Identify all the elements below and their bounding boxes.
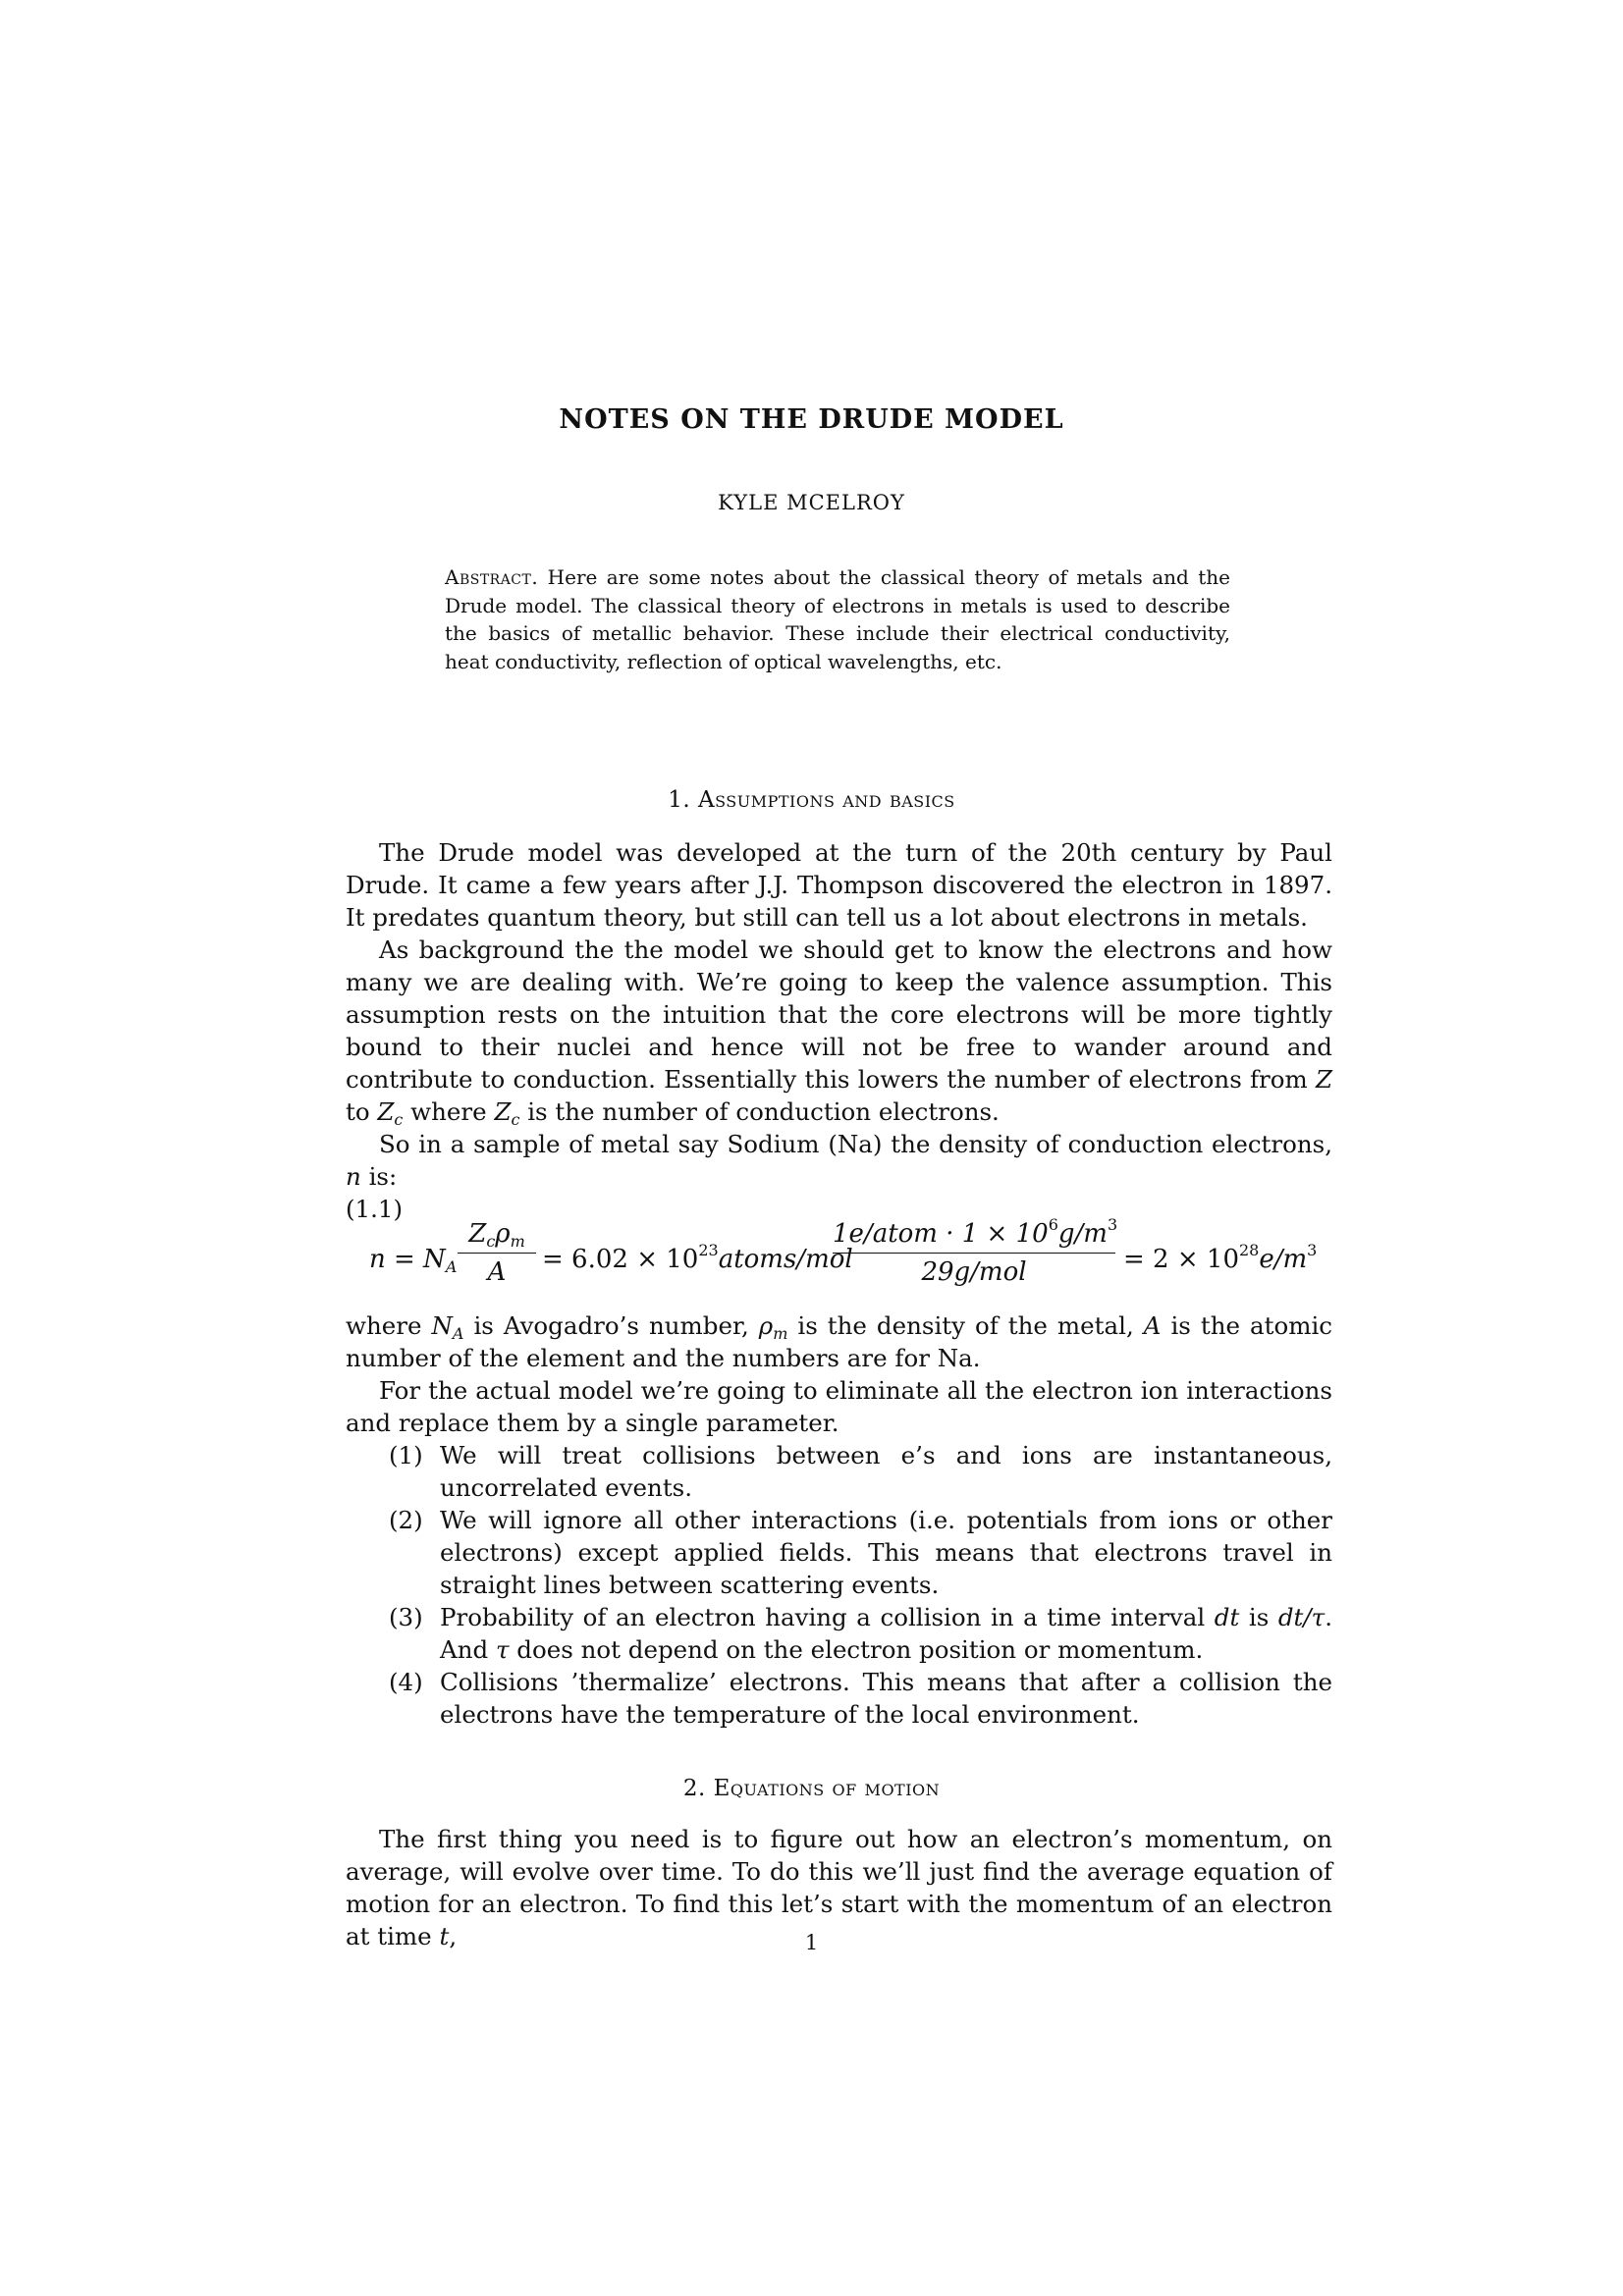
text-run: where	[346, 1311, 432, 1340]
section-1-paragraph-2	[346, 934, 1332, 1128]
list-item	[346, 1666, 1332, 1731]
math-NA	[431, 1311, 464, 1343]
superscript: 3	[1307, 1241, 1318, 1259]
text-run: where	[403, 1097, 495, 1126]
abstract	[445, 563, 1230, 675]
symbol: ρ	[758, 1311, 774, 1340]
equation-1-1	[346, 1215, 1332, 1304]
text-run: is:	[360, 1162, 398, 1191]
list-number: (4)	[389, 1668, 423, 1696]
symbol: Z	[377, 1097, 395, 1126]
math-text: n = N	[369, 1245, 446, 1274]
paper-author: KYLE MCELROY	[718, 491, 905, 514]
fraction-zc-rho-over-a	[458, 1215, 536, 1291]
page-number: 1	[804, 1931, 819, 1954]
math-text: 1e/atom · 1 × 10	[833, 1219, 1049, 1249]
list-item	[346, 1439, 1332, 1504]
section-1-paragraph-3	[346, 1128, 1332, 1193]
fraction-denominator	[833, 1254, 1115, 1291]
math-t: t	[439, 1922, 450, 1950]
list-text: We will treat collisions between e’s and ions are instantaneous, uncorrelated events.	[440, 1441, 1332, 1502]
math-dt: dt	[1214, 1603, 1240, 1631]
math-text: = 6.02 × 10	[542, 1245, 699, 1274]
subscript: c	[511, 1110, 520, 1129]
fraction-numerator	[833, 1215, 1118, 1253]
math-rho-m	[758, 1311, 788, 1343]
list-text: Collisions ’thermalize’ electrons. This means that after a collision the electrons have the temperature of the local environment.	[440, 1668, 1332, 1729]
math-Zc	[377, 1097, 404, 1129]
list-number: (1)	[389, 1441, 423, 1469]
section-1-paragraph-1: The Drude model was developed at the turn of the 20th century by Paul Drude. It came a few years after J.J. Thompson discovered the electron in 1897. It predates quantum theory, but still can tell us a lot about electrons in metals.	[346, 838, 1332, 932]
superscript: 23	[698, 1241, 719, 1259]
subscript: c	[394, 1110, 404, 1129]
math-text: g/m	[1057, 1219, 1108, 1249]
list-text: . And	[440, 1603, 1333, 1664]
text-run: to	[346, 1097, 378, 1126]
list-number: (2)	[389, 1506, 423, 1534]
fraction-units	[833, 1215, 1118, 1291]
list-item	[346, 1601, 1332, 1666]
math-text: = 2 × 10	[1123, 1245, 1239, 1274]
section-1-paragraph-4: For the actual model we’re going to eliminate all the electron ion interactions and replace them by a single parameter.	[346, 1376, 1332, 1437]
text-run: is the number of conduction electrons.	[519, 1097, 1000, 1126]
equation-middle	[542, 1241, 853, 1274]
equation-row	[346, 1215, 1332, 1304]
list-text: We will ignore all other interactions (i.e. potentials from ions or other electrons) except applied fields. This means that electrons travel in straight lines between scattering events.	[440, 1506, 1332, 1599]
math-Zc	[494, 1097, 520, 1129]
text-run: is the atomic number of the element and the numbers are for Na.	[346, 1311, 1332, 1372]
text-run: ,	[449, 1922, 458, 1950]
math-text: e/m	[1259, 1245, 1308, 1274]
section-1-body-continued	[346, 1309, 1332, 1731]
equation-lhs	[369, 1245, 457, 1274]
symbol: Z	[494, 1097, 512, 1126]
list-item	[346, 1504, 1332, 1601]
superscript: 6	[1048, 1215, 1058, 1234]
superscript: 28	[1239, 1241, 1260, 1259]
fraction-numerator	[458, 1215, 536, 1253]
list-text: is	[1239, 1603, 1278, 1631]
math-text: A	[487, 1257, 507, 1287]
subscript: c	[486, 1232, 496, 1251]
math-text: Z	[468, 1219, 487, 1249]
section-1-body	[346, 836, 1332, 1225]
text-run: The first thing you need is to figure out how an electron’s momentum, on average, will evolve over time. To do this we’ll just find the average equation of motion for an electron. To find this let’s start with the momentum of an electron at time	[346, 1825, 1332, 1950]
abstract-text: Here are some notes about the classical theory of metals and the Drude model. The classical theory of electrons in metals is used to describe the basics of metallic behavior. These include their electrical conductivity, heat conductivity, reflection of optical wavelengths, etc.	[445, 565, 1230, 673]
math-text: 29g/mol	[921, 1257, 1027, 1287]
section-2-heading: 2. Equations of motion	[682, 1776, 941, 1801]
subscript: m	[510, 1232, 525, 1251]
text-run: So in a sample of metal say Sodium (Na) the density of conduction electrons,	[379, 1130, 1332, 1158]
list-number: (3)	[389, 1603, 423, 1631]
subscript: A	[452, 1324, 464, 1343]
abstract-label: Abstract.	[445, 565, 539, 589]
fraction-denominator	[458, 1254, 536, 1291]
equation-explanation	[346, 1309, 1332, 1374]
text-run: is the density of the metal,	[787, 1311, 1144, 1340]
math-A: A	[1143, 1311, 1162, 1340]
equation-label: (1.1)	[346, 1195, 404, 1223]
subscript: A	[445, 1257, 458, 1276]
text-run: As background the the model we should get to know the electrons and how many we are dealing with. We’re going to keep the valence assumption. This assumption rests on the intuition that the core electrons will be more tightly bound to their nuclei and hence will not be free to wander around and contribute to conduction. Essentially this lowers the number of electrons from	[346, 935, 1332, 1094]
superscript: 3	[1107, 1215, 1118, 1234]
paper-title: NOTES ON THE DRUDE MODEL	[559, 404, 1064, 435]
text-run: is Avogadro’s number,	[463, 1311, 759, 1340]
section-1-heading: 1. Assumptions and basics	[668, 787, 955, 813]
math-tau: τ	[495, 1635, 510, 1664]
equation-rhs	[1123, 1241, 1318, 1274]
math-Z: Z	[1315, 1065, 1332, 1094]
symbol: N	[431, 1311, 453, 1340]
subscript: m	[773, 1324, 788, 1343]
assumptions-list	[346, 1439, 1332, 1731]
math-dt-over-tau: dt/τ	[1277, 1603, 1325, 1631]
list-text: does not depend on the electron position or momentum.	[509, 1635, 1204, 1664]
math-text: ρ	[495, 1219, 511, 1249]
math-n: n	[346, 1162, 361, 1191]
list-text: Probability of an electron having a collision in a time interval	[440, 1603, 1215, 1631]
math-text: atoms/mol	[718, 1245, 853, 1274]
